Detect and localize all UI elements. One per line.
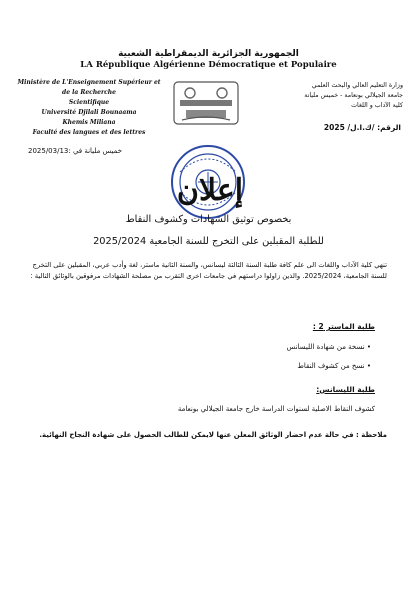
issue-date: خميس مليانة في :2025/03/13 — [28, 147, 122, 155]
announcement-subtitle: بخصوص توثيق الشهادات وكشوف النقاط — [125, 214, 292, 225]
announcement-body: تنهي كلية الآداب واللغات الى علم كافة طلبة السنة الثالثة ليسانس، والسنة الثانية ماستر، لغة وأدب عربي، المقبلين على التخرج للسنة الجامعية، 2025/2024. والذين زاولوا دراستهم في جامعات اخرى التقرب من مصلحة الشهادات مرفوقين بالوثائق التالية : — [30, 261, 387, 280]
ministry-line: Ministère de L'Enseignement Supérieur et de la Recherche — [17, 79, 161, 96]
note-text: ملاحظة : في حالة عدم احضار الوثائق المعلن عنها لايمكن للطالب الحصول على شهادة النجاح النهائية. — [39, 431, 387, 439]
ministry-block-ar — [271, 81, 403, 111]
ministry-block-fr — [14, 78, 164, 138]
licence-section-title: طلبة الليسانس: — [316, 385, 375, 394]
republic-header-ar: الجمهورية الجزائرية الديمقراطية الشعبية — [118, 49, 299, 59]
faculty-name: Faculté des langues et des lettres — [32, 129, 146, 136]
bullet-icon: • — [364, 362, 371, 370]
ministry-line: Scientifique — [68, 99, 110, 106]
list-item-text: نسخ من كشوف النقاط — [297, 362, 365, 370]
list-item-text: نسخة من شهادة الليسانس — [286, 343, 365, 351]
university-name: Université Djilali Bounaama — [41, 109, 137, 116]
republic-header-fr: LA République Algérienne Démocratique et Populaire — [80, 60, 337, 70]
university-name-ar: جامعة الجيلالي بونعامة - خميس مليانة — [304, 92, 403, 99]
university-logo — [172, 80, 240, 126]
university-city: Khemis Miliana — [62, 119, 116, 126]
licence-requirement: كشوف النقاط الاصلية لسنوات الدراسة خارج جامعة الجيلالي بونعامة — [177, 405, 375, 413]
announcement-title: إعلان — [176, 173, 244, 208]
master-section-title: طلبة الماستر 2 : — [312, 322, 375, 331]
reference-number: الرقم: /ك.ا.ل/ 2025 — [323, 123, 401, 132]
faculty-name-ar: كلية الآداب و اللغات — [351, 102, 403, 109]
ministry-line-ar: وزارة التعليم العالي والبحث العلمي — [311, 82, 403, 89]
bullet-icon: • — [364, 343, 371, 351]
academic-year-line: للطلبة المقبلين على التخرج للسنة الجامعية 2025/2024 — [93, 236, 324, 247]
list-item — [297, 362, 371, 370]
list-item — [287, 343, 371, 351]
